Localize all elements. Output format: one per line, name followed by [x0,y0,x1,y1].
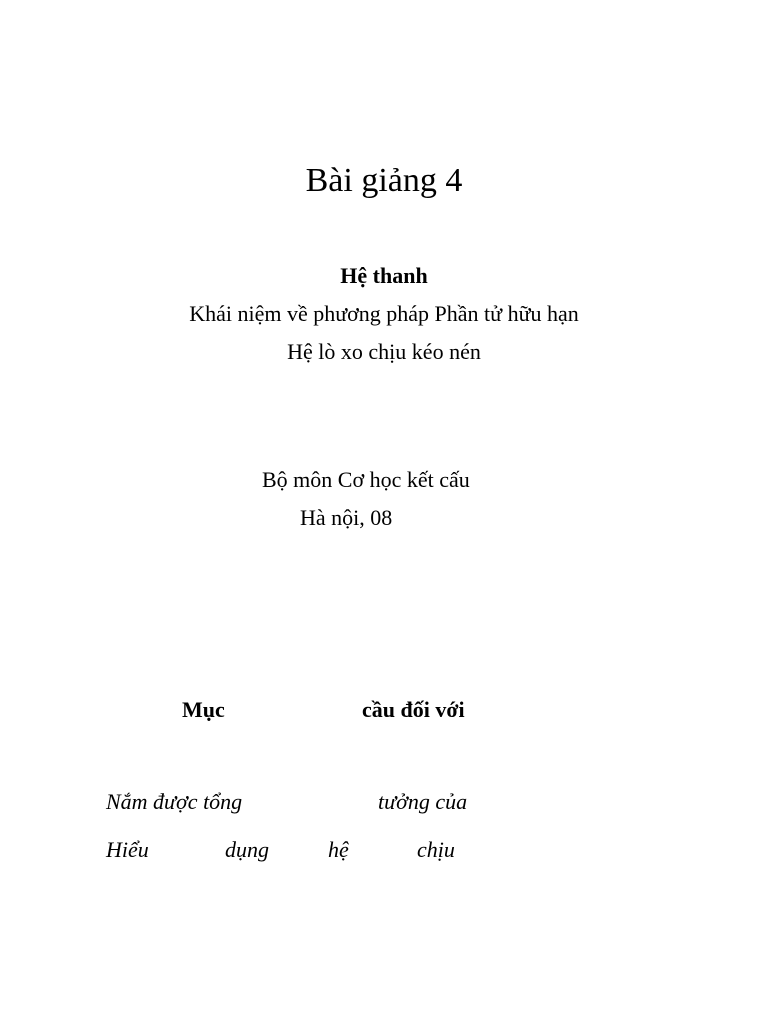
objectives-heading-left: Mục [182,697,225,722]
objectives-heading-right: cầu đối với [362,697,465,722]
objective-row2-text-d: chịu [417,837,455,862]
objective-row1-text-b: tưởng của [378,789,468,814]
place-date-label: Hà nội, 08 [300,505,393,530]
document-title: Bài giảng 4 [305,162,463,199]
objective-row1-text-a: Nắm được tổng [106,789,243,814]
subtitle-line-fem: Khái niệm về phương pháp Phần tử hữu hạn [189,301,579,326]
objective-row2-text-b: dụng [225,837,269,862]
document-subtitle: Hệ thanh [340,263,428,288]
objective-row2-text-a: Hiểu [106,837,149,862]
department-label: Bộ môn Cơ học kết cấu [262,467,470,492]
objective-row2-text-c: hệ [328,837,349,862]
subtitle-line-spring: Hệ lò xo chịu kéo nén [287,339,481,364]
